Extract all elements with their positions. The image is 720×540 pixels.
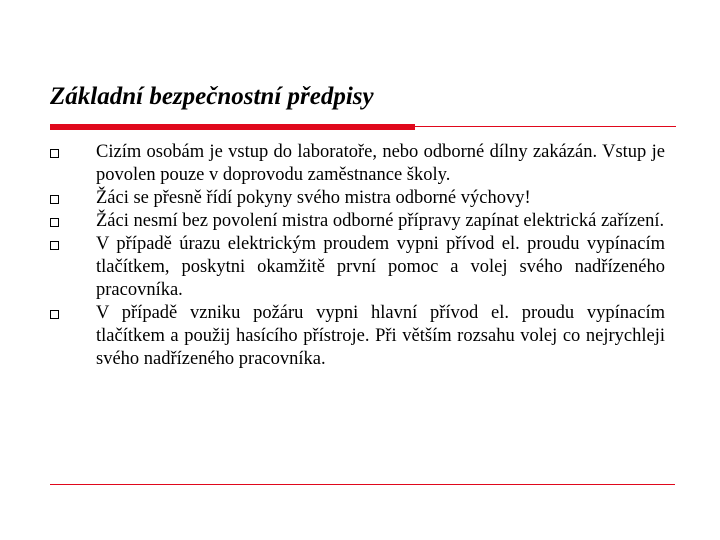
rule-text: Cizím osobám je vstup do laboratoře, nebo odborné dílny zakázán. Vstup je povolen pouze v doprovodu zaměstnance školy. bbox=[96, 142, 665, 185]
hollow-square-bullet-icon bbox=[50, 195, 59, 204]
hollow-square-bullet-icon bbox=[50, 310, 59, 319]
rule-text: V případě vzniku požáru vypni hlavní přívod el. proudu vypínacím tlačítkem a použij hasícího přístroje. Při větším rozsahu volej co nejrychleji svého nadřízeného pracovníka. bbox=[96, 303, 665, 369]
hollow-square-bullet-icon bbox=[50, 149, 59, 158]
rule-text: Žáci se přesně řídí pokyny svého mistra odborné výchovy! bbox=[96, 188, 531, 208]
rule-item-1 bbox=[50, 141, 665, 187]
rule-text: Žáci nesmí bez povolení mistra odborné přípravy zapínat elektrická zařízení. bbox=[96, 211, 665, 231]
hollow-square-bullet-icon bbox=[50, 241, 59, 250]
title-underline bbox=[50, 124, 676, 130]
rule-item-3 bbox=[50, 210, 665, 233]
rules-list bbox=[50, 141, 665, 371]
title-underline-thin bbox=[415, 126, 676, 127]
title-underline-thick bbox=[50, 124, 415, 130]
rule-text: V případě úrazu elektrickým proudem vypni přívod el. proudu vypínacím tlačítkem, poskytni okamžitě první pomoc a volej svého nadřízeného pracovníka. bbox=[96, 234, 665, 300]
footer-divider bbox=[50, 484, 675, 485]
slide-title: Základní bezpečnostní předpisy bbox=[50, 83, 374, 110]
hollow-square-bullet-icon bbox=[50, 218, 59, 227]
rule-item-2 bbox=[50, 187, 665, 210]
rule-item-4 bbox=[50, 233, 665, 302]
rule-item-5 bbox=[50, 302, 665, 371]
